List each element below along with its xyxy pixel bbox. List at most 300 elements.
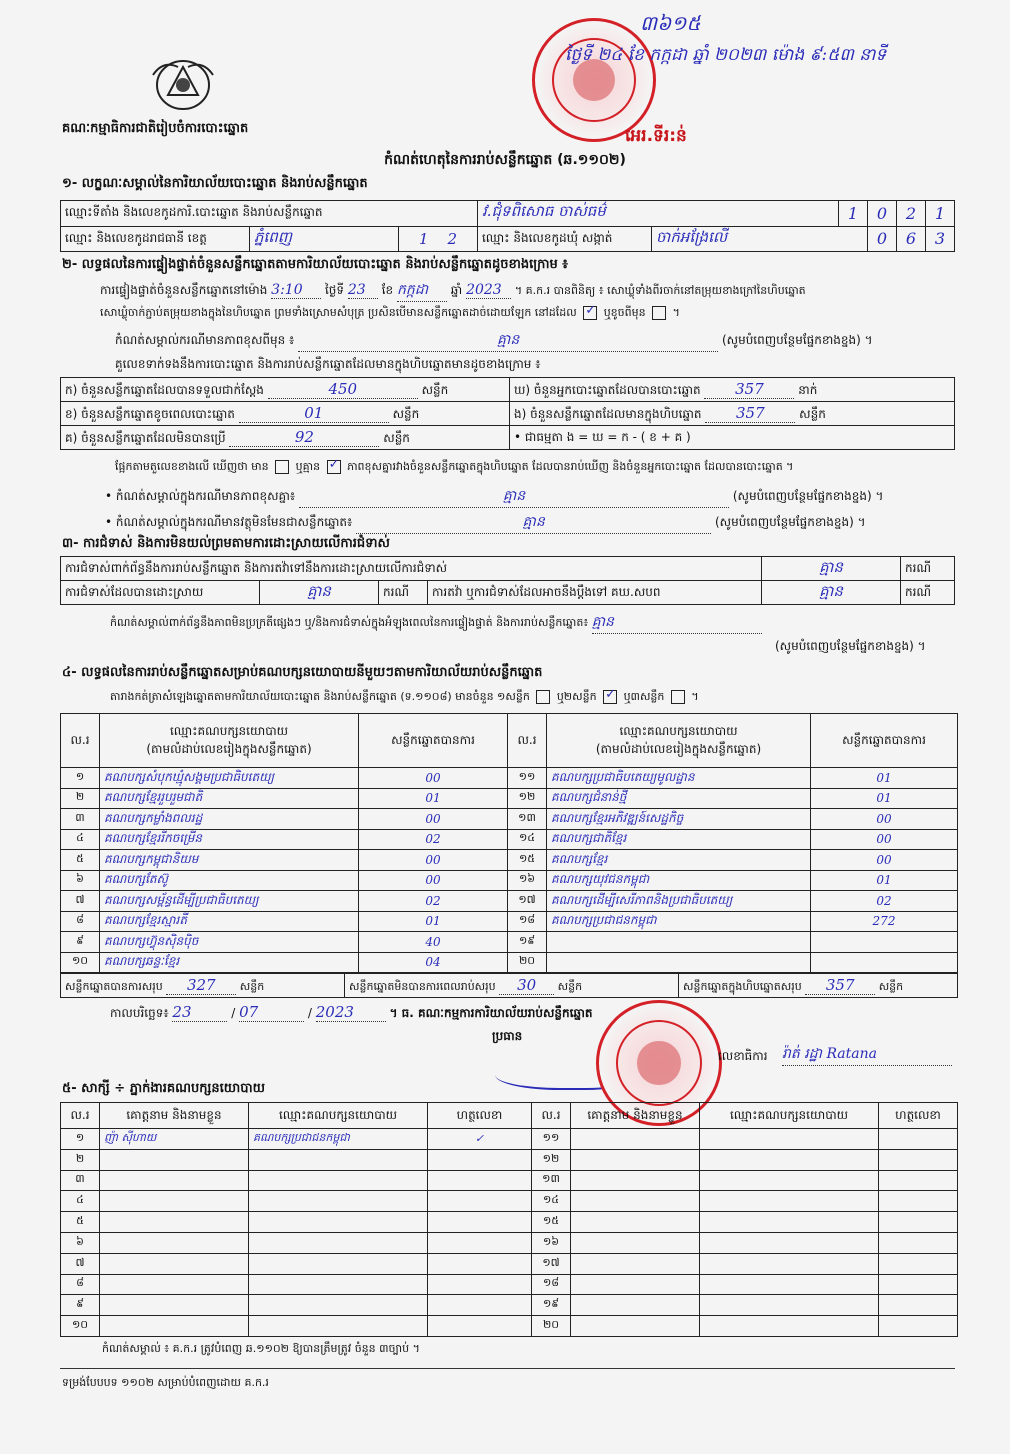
- results-row: [61, 768, 958, 789]
- witness-name: [571, 1295, 700, 1316]
- witness-party: [700, 1295, 879, 1316]
- results-no: ១៦: [508, 870, 547, 891]
- witness-no: ១៧: [532, 1253, 571, 1274]
- results-no: ១៤: [508, 829, 547, 850]
- irregularity-note: (សូមបំពេញបន្ថែមផ្នែកខាងខ្នង) ។: [775, 639, 926, 653]
- witness-party: [700, 1274, 879, 1295]
- results-row: [61, 952, 958, 973]
- results-votes: 01: [811, 768, 958, 789]
- witness-name: [100, 1232, 249, 1253]
- seal-broken-checkbox[interactable]: [652, 306, 666, 320]
- results-row: [61, 870, 958, 891]
- results-votes: 00: [359, 768, 508, 789]
- province-value: ភ្នំពេញ: [250, 226, 399, 252]
- bullet2-label: • កំណត់សម្គាល់ក្នុងករណីមានវត្ថុមិនមែនជាសន្លឹកឆ្នោត៖: [105, 515, 353, 529]
- difference-note-hint: (សូមបំពេញបន្ថែមផ្នែកខាងខ្នង) ។: [721, 333, 873, 347]
- verification-time: 3:10: [271, 282, 321, 299]
- difference-note-value: គ្មាន: [298, 330, 718, 352]
- results-votes: 272: [811, 911, 958, 932]
- date-month: 07: [239, 1003, 304, 1022]
- date-day: 23: [172, 1003, 227, 1022]
- witness-col-no-right: ល.រ: [532, 1103, 571, 1129]
- results-votes: [811, 952, 958, 973]
- witness-party: [700, 1129, 879, 1150]
- witness-name: [100, 1212, 249, 1233]
- received-ballots-label: ក) ចំនួនសន្លឹកឆ្នោតដែលបានទទួលជាក់ស្តែង: [65, 382, 264, 397]
- witness-party: [249, 1253, 428, 1274]
- station-code-1: 1: [839, 201, 868, 227]
- results-party: គណបក្សខ្មែរស្មារតី: [100, 911, 359, 932]
- footnote: កំណត់សម្គាល់ ៖ គ.ក.រ ត្រូវបំពេញ ឆ.១១០២ ឱ្យបានត្រឹមត្រូវ ចំនួន ៣ច្បាប់ ។: [102, 1342, 420, 1355]
- witness-signature: [428, 1274, 532, 1295]
- witness-no: ១: [61, 1129, 100, 1150]
- witness-no: ៧: [61, 1253, 100, 1274]
- discrepancy-no-label: ឬគ្មាន: [295, 460, 321, 473]
- one-sheet-checkbox[interactable]: [536, 690, 550, 704]
- results-party: គណបក្សខ្មែរអភិវឌ្ឍន៍សេដ្ឋកិច្ច: [547, 809, 811, 830]
- witness-name: [571, 1129, 700, 1150]
- witness-col-party-left: ឈ្មោះគណបក្សនយោបាយ: [249, 1103, 428, 1129]
- col-party-title-r: ឈ្មោះគណបក្សនយោបាយ: [619, 723, 738, 738]
- official-stamp-top: [532, 18, 656, 142]
- formula-note: • ជាធម្មតា ង = ឃ = ក - ( ខ + គ ): [510, 426, 955, 450]
- witness-party: [249, 1232, 428, 1253]
- witness-col-name-left: គោត្តនាម និងនាមខ្លួន: [100, 1103, 249, 1129]
- invalid-total-unit: សន្លឹក: [557, 979, 583, 993]
- results-col-votes-left: សន្លឹកឆ្នោតបានការ: [359, 714, 508, 768]
- month-label: ខែ: [381, 283, 394, 297]
- invalid-total-value: 30: [499, 976, 554, 995]
- valid-total-unit: សន្លឹក: [239, 979, 265, 993]
- spoiled-ballots-unit: សន្លឹក: [392, 406, 420, 421]
- received-ballots-value: 450: [268, 380, 418, 399]
- witness-signature: [879, 1149, 958, 1170]
- results-party: គណបក្សហ៊្វុនស៊ិនប៉ិច: [100, 932, 359, 953]
- witness-no: ៦: [61, 1232, 100, 1253]
- voters-count-value: 357: [704, 380, 794, 399]
- tally-sheet-line: តារាងកត់ត្រាសំឡេងឆ្នោតតាមការិយាល័យបោះឆ្នោត និងរាប់សន្លឹកឆ្នោត (ទ.១១០៨) មានចំនួន ១សន្លឹក ឬ២សន្លឹក ✓ ឬ៣សន្លឹក ។: [110, 690, 699, 706]
- complaints-value: គ្មាន: [762, 557, 901, 581]
- verification-prefix: ការផ្ទៀងផ្ទាត់ចំនួនសន្លឹកឆ្នោតនៅម៉ោង: [100, 283, 268, 297]
- committee-emblem: [148, 55, 218, 113]
- witness-no: ៩: [61, 1295, 100, 1316]
- results-party: គណបក្សយុវជនកម្ពុជា: [547, 870, 811, 891]
- results-row: [61, 788, 958, 809]
- seal-check-line: សោឃ្លុំចាក់ភ្ជាប់តម្រុយខាងក្នុងនៃហិបឆ្នោត ព្រមទាំងស្រោមសំបុត្រ ប្រសិនបើមានសន្លឹកឆ្នោតដាច់ដោយឡែក នៅដដែល ✓ ឬខូចពីមុន ។: [100, 306, 680, 322]
- results-votes: [811, 932, 958, 953]
- witness-name: [571, 1149, 700, 1170]
- witness-party: [249, 1191, 428, 1212]
- results-party: គណបក្សដើម្បីសេរីភាពនិងប្រជាធិបតេយ្យ: [547, 891, 811, 912]
- witness-signature: [879, 1253, 958, 1274]
- witness-party: [700, 1253, 879, 1274]
- commune-label: ឈ្មោះ និងលេខកូដឃុំ សង្កាត់: [478, 226, 652, 252]
- witness-party: [249, 1149, 428, 1170]
- appeal-value: គ្មាន: [762, 581, 901, 605]
- discrepancy-line: [115, 460, 793, 476]
- results-votes: 02: [359, 829, 508, 850]
- voters-count-unit: នាក់: [798, 382, 818, 397]
- results-party: គណបក្សខ្មែររួបរួមជាតិ: [100, 788, 359, 809]
- section1-table: [60, 200, 955, 252]
- committee-name: គណៈកម្មាធិការជាតិរៀបចំការបោះឆ្នោត: [62, 121, 249, 136]
- witness-signature: [879, 1274, 958, 1295]
- witness-row: [61, 1316, 958, 1337]
- commune-code-3: 3: [926, 226, 955, 252]
- results-votes: 01: [359, 911, 508, 932]
- footer-rule: [60, 1368, 955, 1369]
- witness-row: [61, 1253, 958, 1274]
- results-row: [61, 891, 958, 912]
- witness-no: ១០: [61, 1316, 100, 1337]
- witness-name: [100, 1295, 249, 1316]
- results-no: ១៥: [508, 850, 547, 871]
- witness-no: ១១: [532, 1129, 571, 1150]
- witness-no: ១៤: [532, 1191, 571, 1212]
- results-row: [61, 850, 958, 871]
- station-code-3: 2: [897, 201, 926, 227]
- valid-total-value: 327: [166, 976, 236, 995]
- results-votes: 00: [359, 850, 508, 871]
- results-votes: 01: [811, 788, 958, 809]
- box-total-label: សន្លឹកឆ្នោតក្នុងហិបឆ្នោតសរុប: [683, 979, 802, 993]
- witness-row: [61, 1295, 958, 1316]
- results-party: គណបក្សជំនាន់ថ្មី: [547, 788, 811, 809]
- results-party: គណបក្សសំបុកឃ្មុំសង្គមប្រជាធិបតេយ្យ: [100, 768, 359, 789]
- witness-party: [249, 1212, 428, 1233]
- two-sheets-label: ឬ២សន្លឹក: [556, 690, 597, 703]
- results-votes: 01: [811, 870, 958, 891]
- witness-party: [249, 1274, 428, 1295]
- col-party-title: ឈ្មោះគណបក្សនយោបាយ: [169, 723, 289, 738]
- results-col-no-right: ល.រ: [508, 714, 547, 768]
- box-total-value: 357: [805, 976, 875, 995]
- date-year: 2023: [316, 1003, 386, 1022]
- results-no: ១៧: [508, 891, 547, 912]
- witness-name: [100, 1253, 249, 1274]
- results-col-votes-right: សន្លឹកឆ្នោតបានការ: [811, 714, 958, 768]
- verification-day: 23: [348, 282, 378, 299]
- results-no: ៩: [61, 932, 100, 953]
- results-no: ១៨: [508, 911, 547, 932]
- form-footer: ទម្រង់បែបបទ ១១០២ សម្រាប់បំពេញដោយ គ.ក.រ: [62, 1376, 269, 1389]
- witness-signature: [428, 1253, 532, 1274]
- results-party: គណបក្សខ្មែររីកចម្រើន: [100, 829, 359, 850]
- witness-party: [700, 1212, 879, 1233]
- verification-time-line: [100, 280, 806, 302]
- received-ballots-unit: សន្លឹក: [421, 382, 449, 397]
- received-ballots: [61, 378, 510, 402]
- verification-month: កក្កដា: [397, 280, 447, 302]
- voters-count-label: ឃ) ចំនួនអ្នកបោះឆ្នោតដែលបានបោះឆ្នោត: [514, 382, 701, 397]
- polling-station-label: ឈ្មោះទីតាំង និងលេខកូដការិ.បោះឆ្នោត និងរាប់សន្លឹកឆ្នោត: [61, 201, 478, 227]
- valid-total-label: សន្លឹកឆ្នោតបានការសរុប: [65, 979, 163, 993]
- spoiled-ballots: [61, 402, 510, 426]
- results-party: គណបក្សកម្ពុជានិយម: [100, 850, 359, 871]
- receiver-signature: អេរ.ទីរ:ន់: [625, 126, 687, 146]
- party-results-table: [60, 713, 958, 973]
- irregularity-label: កំណត់សម្គាល់ពាក់ព័ន្ធនឹងភាពមិនប្រក្រតីផ្សេងៗ ឬ/និងការជំទាស់ក្នុងអំឡុងពេលនៃការផ្ទៀងផ្ទាត់ និងការរាប់សន្លឹកឆ្នោត៖: [110, 616, 589, 629]
- results-no: ២: [61, 788, 100, 809]
- bullet2-line: [105, 512, 866, 534]
- witness-signature: [428, 1232, 532, 1253]
- results-no: ២០: [508, 952, 547, 973]
- section3-table: [60, 556, 955, 605]
- results-row: [61, 829, 958, 850]
- results-votes: 40: [359, 932, 508, 953]
- witness-no: ៨: [61, 1274, 100, 1295]
- station-code-2: 0: [868, 201, 897, 227]
- witness-signature: [879, 1129, 958, 1150]
- witness-no: ២០: [532, 1316, 571, 1337]
- totals-table: [60, 973, 958, 998]
- results-party: គណបក្សប្រជាជនកម្ពុជា: [547, 911, 811, 932]
- results-no: ១០: [61, 952, 100, 973]
- results-no: ៦: [61, 870, 100, 891]
- invalid-total-label: សន្លឹកឆ្នោតមិនបានការពេលរាប់សរុប: [349, 979, 496, 993]
- results-no: ៨: [61, 911, 100, 932]
- results-no: ៤: [61, 829, 100, 850]
- witness-name: [571, 1232, 700, 1253]
- results-party: គណបក្សខ្មែរ: [547, 850, 811, 871]
- form-title: កំណត់ហេតុនៃការរាប់សន្លឹកឆ្នោត (ឆ.១១០២): [384, 152, 626, 168]
- witness-signature: [879, 1191, 958, 1212]
- station-code-4: 1: [926, 201, 955, 227]
- resolved-value: គ្មាន: [260, 581, 379, 605]
- results-party: គណបក្សកម្លាំងពលរដ្ឋ: [100, 809, 359, 830]
- date-line: កាលបរិច្ឆេទ៖ 23 / 07 / 2023 ។ ធ. គណៈកម្មការការិយាល័យរាប់សន្លឹកឆ្នោត: [110, 1003, 593, 1021]
- witness-table: [60, 1102, 958, 1337]
- resolved-unit: ករណី: [379, 581, 428, 605]
- province-code-2: 2: [447, 229, 458, 248]
- ballots-in-box-unit: សន្លឹក: [799, 406, 826, 421]
- results-row: [61, 809, 958, 830]
- witness-no: ៥: [61, 1212, 100, 1233]
- section3-title: ៣- ការជំទាស់ និងការមិនយល់ព្រមតាមការដោះស្រាយលើការជំទាស់: [62, 536, 390, 551]
- col-party-sub: (តាមលំដាប់លេខរៀងក្នុងសន្លឹកឆ្នោត): [146, 741, 312, 756]
- complaints-unit: ករណី: [901, 557, 955, 581]
- col-party-sub-r: (តាមលំដាប់លេខរៀងក្នុងសន្លឹកឆ្នោត): [595, 741, 762, 756]
- witness-party: [700, 1170, 879, 1191]
- province-code-1: 1: [418, 229, 429, 248]
- results-party: គណបក្សសម្ព័ន្ធដើម្បីប្រជាធិបតេយ្យ: [100, 891, 359, 912]
- results-votes: 00: [359, 870, 508, 891]
- results-votes: 04: [359, 952, 508, 973]
- bullet2-note: (សូមបំពេញបន្ថែមផ្នែកខាងខ្នង) ។: [714, 515, 866, 529]
- witness-signature: [428, 1170, 532, 1191]
- ballots-in-box-label: ង) ចំនួនសន្លឹកឆ្នោតដែលមានក្នុងហិបឆ្នោត: [514, 406, 702, 421]
- witness-party: [700, 1316, 879, 1337]
- results-col-no-left: ល.រ: [61, 714, 100, 768]
- witness-col-no-left: ល.រ: [61, 1103, 100, 1129]
- bullet1-label: • កំណត់សម្គាល់ក្នុងករណីមានភាពខុសគ្នា៖: [105, 489, 296, 503]
- witness-signature: [428, 1316, 532, 1337]
- complaints-label: ការជំទាស់ពាក់ព័ន្ធនឹងការរាប់សន្លឹកឆ្នោត និងការតវ៉ាទៅនឹងការដោះស្រាយលើការជំទាស់: [61, 557, 762, 581]
- witness-name: [100, 1170, 249, 1191]
- witness-no: ៣: [61, 1170, 100, 1191]
- witness-signature: [428, 1295, 532, 1316]
- committee-sign-title: ។ ធ. គណៈកម្មការការិយាល័យរាប់សន្លឹកឆ្នោត: [389, 1006, 593, 1020]
- bullet1-line: [105, 486, 883, 508]
- bullet1-value: គ្មាន: [299, 486, 729, 508]
- irregularity-value: គ្មាន: [592, 612, 762, 634]
- witness-signature: [879, 1295, 958, 1316]
- spoiled-ballots-label: ខ) ចំនួនសន្លឹកឆ្នោតខូចពេលបោះឆ្នោត: [65, 406, 235, 421]
- commune-value: ចាក់អង្រែលើ: [652, 226, 868, 252]
- witness-row: [61, 1149, 958, 1170]
- results-party: គណបក្សតែស៊ូ: [100, 870, 359, 891]
- results-votes: 02: [811, 891, 958, 912]
- receipt-datetime: ថ្ងៃទី ២៤ ខែ កក្កដា ឆ្នាំ ២០២៣ ម៉ោង ៩:៥៣ នាទី: [565, 45, 887, 65]
- results-no: ៧: [61, 891, 100, 912]
- discrepancy-yes-checkbox[interactable]: [275, 460, 289, 474]
- irregularity-line: [110, 612, 762, 634]
- province-code: [399, 226, 478, 252]
- witness-row: [61, 1129, 958, 1150]
- unused-ballots-label: គ) ចំនួនសន្លឹកឆ្នោតដែលមិនបានប្រើ: [65, 430, 226, 445]
- appeal-unit: ករណី: [901, 581, 955, 605]
- witness-col-name-right: គោត្តនាម និងនាមខ្លួន: [571, 1103, 700, 1129]
- resolved-label: ការជំទាស់ដែលបានដោះស្រាយ: [61, 581, 260, 605]
- witness-party: [700, 1191, 879, 1212]
- results-party: គណបក្សជាតិខ្មែរ: [547, 829, 811, 850]
- witness-no: ១៣: [532, 1170, 571, 1191]
- two-sheets-checkbox[interactable]: [603, 690, 617, 704]
- witness-signature: [879, 1232, 958, 1253]
- appeal-label: ការតវ៉ា ឬការជំទាស់ដែលអាចនឹងប្តឹងទៅ គឃ.សបព: [428, 581, 762, 605]
- province-label: ឈ្មោះ និងលេខកូដរាជធានី ខេត្ត: [61, 226, 250, 252]
- spoiled-ballots-value: 01: [239, 404, 389, 423]
- results-col-party-left: [100, 714, 359, 768]
- receipt-number: ៣៦១៥: [640, 11, 701, 35]
- witness-row: [61, 1232, 958, 1253]
- results-no: ១២: [508, 788, 547, 809]
- unused-ballots-unit: សន្លឹក: [383, 430, 410, 445]
- results-no: ៣: [61, 809, 100, 830]
- witness-col-party-right: ឈ្មោះគណបក្សនយោបាយ: [700, 1103, 879, 1129]
- witness-signature: [879, 1212, 958, 1233]
- results-no: ១៣: [508, 809, 547, 830]
- witness-party: [249, 1316, 428, 1337]
- results-col-party-right: [547, 714, 811, 768]
- date-label: កាលបរិច្ឆេទ៖: [110, 1006, 169, 1020]
- witness-row: [61, 1212, 958, 1233]
- witness-row: [61, 1170, 958, 1191]
- witness-no: ១៩: [532, 1295, 571, 1316]
- witness-name: [571, 1191, 700, 1212]
- results-votes: 01: [359, 788, 508, 809]
- results-party: គណបក្សឆន្ទៈខ្មែរ: [100, 952, 359, 973]
- unused-ballots: [61, 426, 510, 450]
- three-sheets-checkbox[interactable]: [671, 690, 685, 704]
- witness-no: ២: [61, 1149, 100, 1170]
- seal-intact-checkbox[interactable]: [583, 306, 597, 320]
- witness-no: ១៦: [532, 1232, 571, 1253]
- ballots-in-box: [510, 402, 955, 426]
- results-row: [61, 911, 958, 932]
- discrepancy-prefix: ផ្អែកតាមតួលេខខាងលើ ឃើញថា មាន: [115, 460, 269, 473]
- unused-ballots-value: 92: [229, 428, 379, 447]
- section4-title: ៤- លទ្ធផលនៃការរាប់សន្លឹកឆ្នោតសម្រាប់គណបក្សនយោបាយនីមួយៗតាមការិយាល័យរាប់សន្លឹកឆ្នោត: [62, 665, 543, 680]
- box-total-unit: សន្លឹក: [878, 979, 904, 993]
- commune-code-1: 0: [868, 226, 897, 252]
- witness-name: [571, 1253, 700, 1274]
- tally-sheet-text: តារាងកត់ត្រាសំឡេងឆ្នោតតាមការិយាល័យបោះឆ្នោត និងរាប់សន្លឹកឆ្នោត (ទ.១១០៨) មានចំនួន ១សន្លឹក: [110, 690, 530, 703]
- witness-signature: [879, 1170, 958, 1191]
- witness-signature: [428, 1191, 532, 1212]
- results-votes: 02: [359, 891, 508, 912]
- discrepancy-suffix: ភាពខុសគ្នារវាងចំនួនសន្លឹកឆ្នោតក្នុងហិបឆ្នោត ដែលបានរាប់ឃើញ និងចំនួនអ្នកបោះឆ្នោត ដែលបានបោះឆ្នោត ។: [347, 460, 794, 473]
- witness-no: ១៥: [532, 1212, 571, 1233]
- results-party: [547, 952, 811, 973]
- voters-count: [510, 378, 955, 402]
- witness-signature: [428, 1212, 532, 1233]
- results-row: [61, 932, 958, 953]
- results-votes: 00: [811, 809, 958, 830]
- witness-no: ១៨: [532, 1274, 571, 1295]
- results-no: ១១: [508, 768, 547, 789]
- discrepancy-no-checkbox[interactable]: [327, 460, 341, 474]
- witness-row: [61, 1191, 958, 1212]
- witness-col-sign-right: ហត្ថលេខា: [879, 1103, 958, 1129]
- witness-party: [249, 1295, 428, 1316]
- witness-signature: [879, 1316, 958, 1337]
- ballots-in-box-value: 357: [705, 404, 795, 423]
- results-no: ១៩: [508, 932, 547, 953]
- witness-col-sign-left: ហត្ថលេខា: [428, 1103, 532, 1129]
- section2-title: ២- លទ្ធផលនៃការផ្ទៀងផ្ទាត់ចំនួនសន្លឹកឆ្នោតតាមការិយាល័យបោះឆ្នោត និងរាប់សន្លឹកឆ្នោតដូចខាងក្រោម ៖: [62, 257, 568, 272]
- difference-note-line: [115, 330, 873, 352]
- section1-title: ១- លក្ខណៈសម្គាល់នៃការិយាល័យបោះឆ្នោត និងរាប់សន្លឹកឆ្នោត: [62, 176, 368, 191]
- witness-name: [100, 1191, 249, 1212]
- results-votes: 00: [811, 829, 958, 850]
- polling-station-value: វ.ជុំទពិសោធ ចាស់ធម៌: [478, 201, 839, 227]
- verification-year: 2023: [466, 282, 511, 299]
- day-label: ថ្ងៃទី: [325, 283, 345, 297]
- witness-name: [571, 1170, 700, 1191]
- results-no: ៥: [61, 850, 100, 871]
- witness-no: ៤: [61, 1191, 100, 1212]
- box-total: [679, 974, 958, 998]
- witness-signature: ✓: [428, 1129, 532, 1150]
- witness-name: [100, 1274, 249, 1295]
- secretary-label: លេខាធិការ: [718, 1049, 768, 1063]
- seal-check-text: សោឃ្លុំចាក់ភ្ជាប់តម្រុយខាងក្នុងនៃហិបឆ្នោត ព្រមទាំងស្រោមសំបុត្រ ប្រសិនបើមានសន្លឹកឆ្នោតដាច់ដោយឡែក នៅដដែល: [100, 306, 577, 319]
- witness-name: [100, 1149, 249, 1170]
- witness-party: [700, 1149, 879, 1170]
- results-party: [547, 932, 811, 953]
- witness-party: គណបក្សប្រជាជនកម្ពុជា: [249, 1129, 428, 1150]
- bullet1-note: (សូមបំពេញបន្ថែមផ្នែកខាងខ្នង) ។: [732, 489, 884, 503]
- witness-no: ១២: [532, 1149, 571, 1170]
- invalid-total: [345, 974, 679, 998]
- valid-total: [61, 974, 345, 998]
- figures-intro: គួលេខទាក់ទងនឹងការបោះឆ្នោត និងការរាប់សន្លឹកឆ្នោតដែលមានក្នុងហិបឆ្នោតមានដូចខាងក្រោម ៖: [115, 357, 541, 371]
- three-sheets-label: ឬ៣សន្លឹក: [623, 690, 665, 703]
- witness-name: [571, 1212, 700, 1233]
- witness-name: [100, 1316, 249, 1337]
- witness-party: [700, 1232, 879, 1253]
- results-no: ១: [61, 768, 100, 789]
- year-label: ឆ្នាំ: [450, 283, 463, 297]
- witness-party: [249, 1170, 428, 1191]
- witness-name: [571, 1316, 700, 1337]
- bullet2-value: គ្មាន: [356, 512, 711, 534]
- results-votes: 00: [811, 850, 958, 871]
- results-votes: 00: [359, 809, 508, 830]
- commune-code-2: 6: [897, 226, 926, 252]
- results-party: គណបក្សប្រជាធិបតេយ្យមូលដ្ឋាន: [547, 768, 811, 789]
